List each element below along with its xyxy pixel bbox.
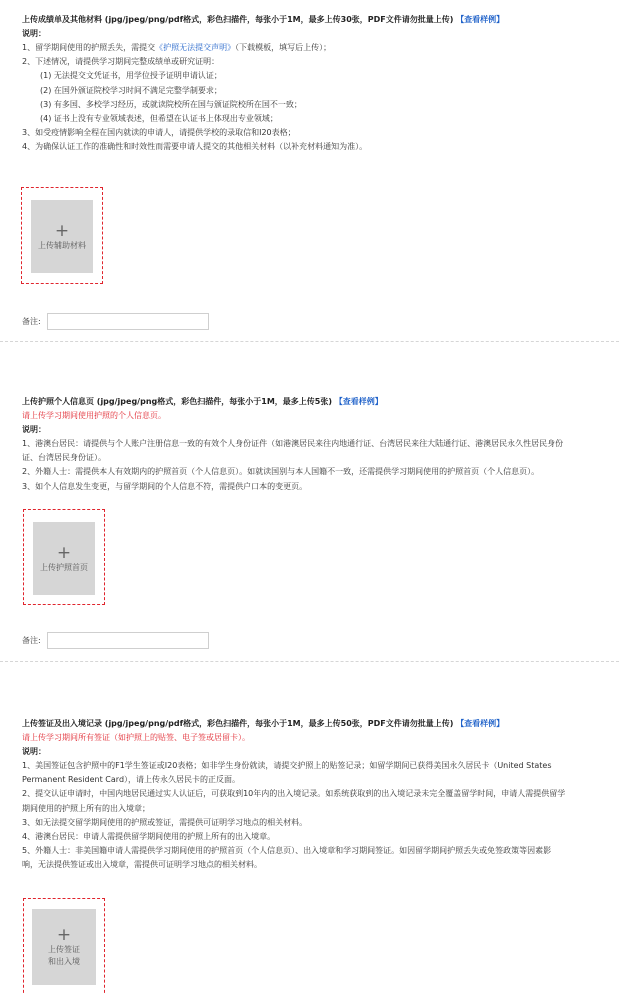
warning-text: 请上传学习期间使用护照的个人信息页。 [22,411,166,420]
note-line-3: 3、如受疫情影响全程在国内就读的申请人，请提供学校的录取信和I20表格； [22,128,296,138]
note-label: 说明： [22,747,46,756]
section-passport [0,342,619,662]
note-line-2b: 期间使用的护照上所有的出入境章； [22,803,150,813]
view-example-link[interactable]: 【查看样例】 [456,15,505,24]
section-visa [0,662,619,995]
upload-area [21,187,103,284]
upload-visa-button[interactable]: + 上传签证 和出入境 [32,909,96,985]
view-example-link[interactable]: 【查看样例】 [334,397,383,406]
note-line-5b: 响，无法提供签证或出入境章，需提供可证明学习地点的相关材料。 [22,860,262,870]
remark-label: 备注: [22,317,41,326]
remark-input[interactable] [47,632,209,649]
upload-area [23,509,105,605]
note-line-1b: 证、台湾居民身份证）。 [22,453,106,463]
warning-text: 请上传学习期间所有签证（如护照上的贴签、电子签或居留卡）。 [22,733,250,742]
note-line-2: 2、下述情况，请提供学习期间完整成绩单或研究证明： [22,57,220,67]
note-line-2: 2、外籍人士：需提供本人有效期内的护照首页（个人信息页）。如就读国别与本人国籍不一致，还需提供学习期间使用的护照首页（个人信息页）。 [22,467,540,477]
note-line-5: 5、外籍人士：非美国籍申请人需提供学习期间使用的护照首页（个人信息页）、出入境章和学习期间签证。如因留学期间护照丢失或免签政策等因素影 [22,846,552,856]
upload-supporting-materials-button[interactable]: + 上传辅助材料 [31,200,93,273]
section-title: 上传成绩单及其他材料 (jpg/jpeg/png/pdf格式，彩色扫描件，每张小于1M，最多上传30张，PDF文件请勿批量上传) 【查看样例】 [22,15,505,24]
note-line-3: 3、如无法提交留学期间使用的护照或签证，需提供可证明学习地点的相关材料。 [22,817,308,827]
note-line-3: 3、如个人信息发生变更，与留学期间的个人信息不符，需提供户口本的变更页。 [22,481,308,491]
note-sub-3: (3) 有多国、多校学习经历，或就读院校所在国与颁证院校所在国不一致； [40,99,302,109]
note-line-4: 4、为确保认证工作的准确性和时效性而需要申请人提交的其他相关材料（以补充材料通知为准）。 [22,142,368,152]
note-line-1: 1、留学期间使用的护照丢失，需提交《护照无法提交声明》（下载模板，填写后上传）； [22,43,332,52]
note-sub-2: (2) 在国外颁证院校学习时间不满足完整学制要求； [40,85,222,95]
note-label: 说明： [22,29,46,38]
upload-area [23,898,105,995]
note-line-2: 2、提交认证申请时，中国内地居民通过实人认证后，可获取到10年内的出入境记录。如系统获取到的出入境记录未完全覆盖留学时间，申请人需提供留学 [22,789,566,799]
plus-icon: + [56,925,72,945]
note-line-1b: Permanent Resident Card），请上传永久居民卡的正反面。 [22,775,241,785]
note-line-1: 1、港澳台居民：请提供与个人账户注册信息一致的有效个人身份证件（如港澳居民来往内地通行证、台湾居民来往大陆通行证、港澳居民永久性居民身份 [22,439,564,448]
remark-row [22,313,209,330]
plus-icon: + [56,542,72,563]
note-line-4: 4、港澳台居民：申请人需提供留学期间使用的护照上所有的出入境章。 [22,832,276,842]
remark-label: 备注: [22,636,41,645]
note-sub-1: (1) 无法提交文凭证书，用学位授予证明申请认证； [40,71,222,81]
remark-input[interactable] [47,313,209,330]
view-example-link[interactable]: 【查看样例】 [456,719,505,728]
upload-passport-button[interactable]: + 上传护照首页 [33,522,95,595]
note-label: 说明： [22,425,46,434]
section-title: 上传护照个人信息页 (jpg/jpeg/png格式，彩色扫描件，每张小于1M，最多上传5张) 【查看样例】 [22,397,383,406]
note-sub-4: (4) 证书上没有专业领域表述，但希望在认证书上体现出专业领域； [40,114,278,124]
note-line-1: 1、美国签证包含护照中的F1学生签证或I20表格；如非学生身份就读，请提交护照上的贴签记录；如留学期间已获得美国永久居民卡（United States [22,761,552,770]
passport-statement-link[interactable]: 《护照无法提交声明》 [155,43,236,52]
remark-row [22,632,209,649]
section-title: 上传签证及出入境记录 (jpg/jpeg/png/pdf格式，彩色扫描件，每张小于1M，最多上传50张，PDF文件请勿批量上传) 【查看样例】 [22,719,505,728]
plus-icon: + [54,220,70,241]
section-transcripts [0,0,619,342]
